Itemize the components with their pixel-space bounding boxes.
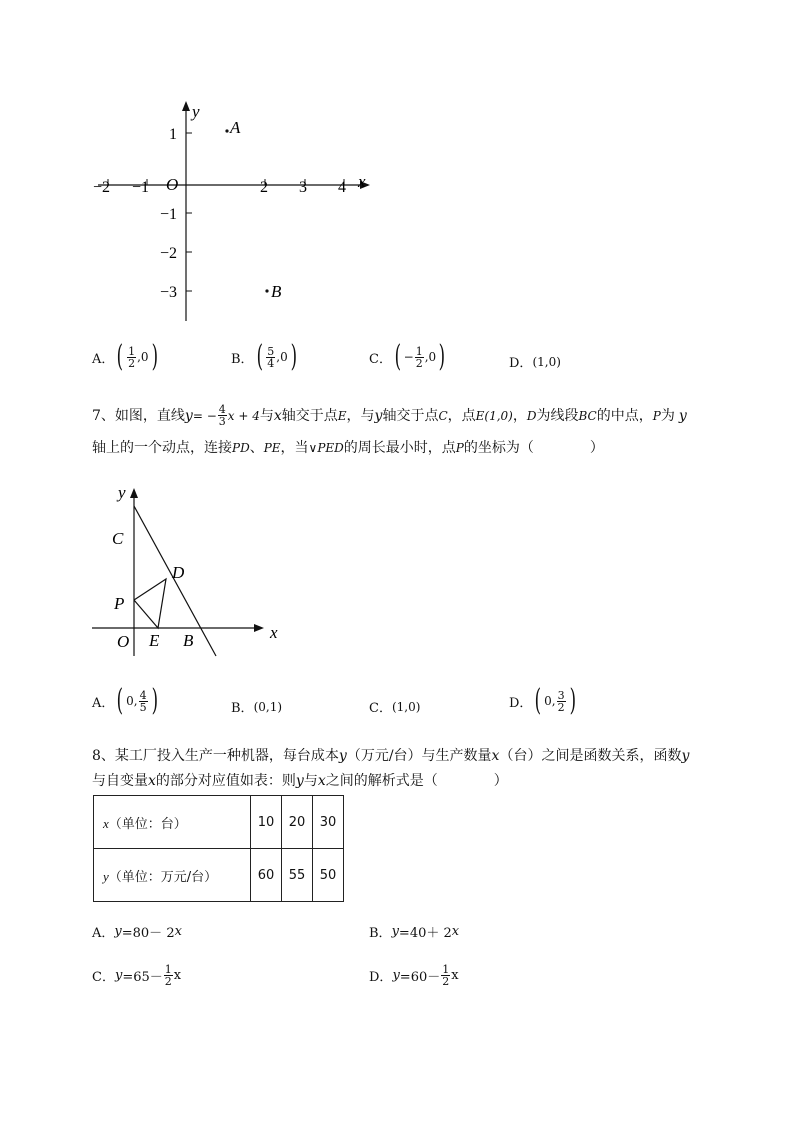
point-a-label: A [230,118,241,137]
point-b-dot [265,289,268,292]
x-axis-label: x [270,623,278,642]
point-c-label: C [112,529,124,548]
option-label: D． [509,356,533,371]
y-axis-label: y [118,483,126,502]
y-axis-arrow [130,488,138,498]
x-tick-label: 4 [338,179,346,196]
x-tick-label: −2 [93,179,111,196]
y-axis-label: y [192,102,200,121]
x-tick-label: −1 [132,179,150,196]
q7-option-b[interactable]: B． (0,1) [231,697,282,716]
value-table [93,795,344,902]
option-label: C． [369,701,392,716]
option-label: C． [369,351,392,367]
coordinate-figure-1 [80,95,380,330]
point-e-label: E [149,631,160,650]
q7-option-c[interactable]: C． (1,0) [369,697,420,716]
x-tick-label: 2 [260,179,268,196]
question-8-text: 8、某工厂投入生产一种机器，每台成本y（万元/台）与生产数量x（台）之间是函数关系，函数y 与自变量x的部分对应值如表：则y与x之间的解析式是（ ） [92,748,690,789]
table-row: y（单位：万元/台） 60 55 50 [94,849,344,902]
x-tick-label: 3 [299,179,307,196]
option-label: B． [231,351,254,367]
origin-label: O [117,632,130,651]
y-tick-label: −1 [160,206,178,223]
point-p-label: P [114,594,125,613]
x-axis-arrow [254,624,264,632]
y-tick-label: −2 [160,245,178,262]
table-row: x（单位：台） 10 20 30 [94,796,344,849]
q8-option-a[interactable]: A． y =80－ 2 x [92,924,182,941]
question-7-text: 7、如图，直线 y = − $\frac{4}{3}$ x + 4 与 x 轴交于点 E ，与 y 轴交于点 C ，点 E(1,0) ， D 为线段 BC 的中点， P 为 y 轴上的一个动点，连接PD、PE，当∨PED的周长最小时，点P的坐标为（ ） [92,403,687,456]
q8-option-d[interactable]: D． y =60－ $\frac{1}{2}$ x [369,963,459,988]
triangle-ped [134,579,166,628]
point-d-label: D [172,563,185,582]
q8-option-b[interactable]: B． y =40＋ 2 x [369,924,460,941]
origin-label: O [166,175,179,194]
x-axis-label: x [358,172,366,191]
q6-option-a[interactable]: A． ( $\frac{1}{2}$ ,0 ) [92,339,158,374]
option-label: B． [231,701,254,716]
y-axis-arrow [182,101,190,111]
point-a-dot [225,129,228,132]
option-label: A． [92,695,115,711]
point-b-label: B [271,282,282,301]
q6-option-d[interactable]: D． (1,0) [509,352,561,371]
q6-option-b[interactable]: B． ( $\frac{5}{4}$ ,0 ) [231,339,297,374]
y-tick-label: −3 [160,284,178,301]
q8-option-c[interactable]: C． y =65－ $\frac{1}{2}$ x [92,963,182,988]
option-label: A． [92,351,115,367]
point-b-label: B [183,631,194,650]
y-tick-label: 1 [169,126,177,143]
q7-option-d[interactable]: D． ( 0, $\frac{3}{2}$ ) [509,683,576,718]
option-label: D． [509,695,533,711]
line-figure-7 [88,478,288,660]
q7-option-a[interactable]: A． ( 0, $\frac{4}{5}$ ) [92,683,158,718]
q6-option-c[interactable]: C． ( − $\frac{1}{2}$ ,0 ) [369,339,446,374]
